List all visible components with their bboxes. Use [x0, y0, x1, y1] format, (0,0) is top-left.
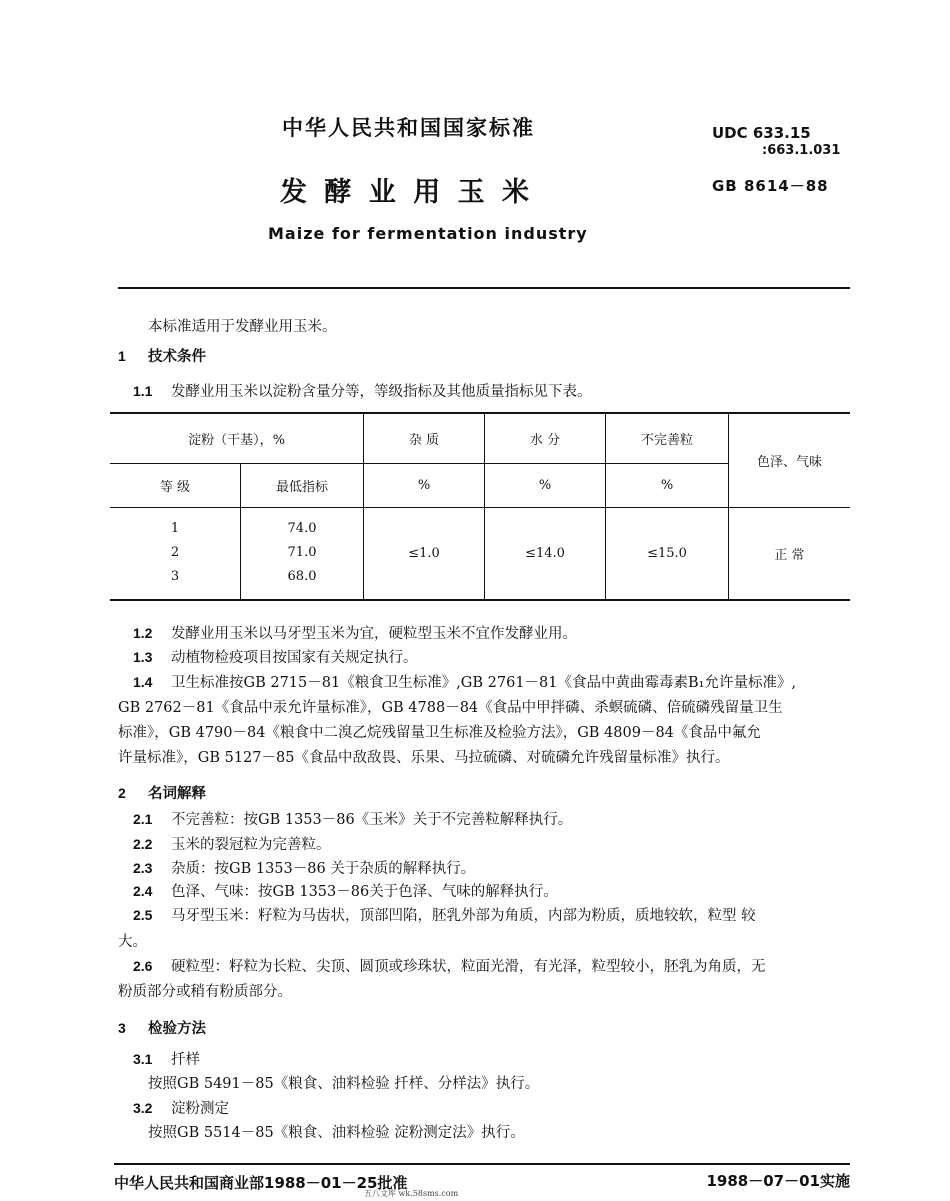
clause-text: 标准》，GB 4790－84《粮食中二溴乙烷残留量卫生标准及检验方法》，GB 4809－84《食品中氟允 — [118, 725, 761, 741]
clause-text: 发酵业用玉米以淀粉含量分等，等级指标及其他质量指标见下表。 — [171, 384, 592, 400]
clause-num: 2.4 — [133, 883, 153, 899]
section-num: 2 — [118, 785, 126, 801]
clause-num: 3.2 — [133, 1100, 153, 1116]
clause-num: 2.5 — [133, 907, 153, 923]
clause-num: 1.2 — [133, 625, 153, 641]
imperfect-value: ≤15.0 — [606, 507, 729, 600]
unit: % — [606, 463, 729, 507]
clause-text: 不完善粒：按GB 1353－86《玉米》关于不完善粒解释执行。 — [171, 812, 573, 828]
th-impurity: 杂 质 — [364, 413, 485, 463]
approval: 中华人民共和国商业部1988－01－25批准 — [114, 1174, 408, 1192]
watermark: 五八文库 wk.58sms.com — [364, 1189, 459, 1198]
section-num: 1 — [118, 348, 126, 364]
th-color-odor: 色泽、气味 — [729, 413, 851, 507]
clause-num: 2.2 — [133, 836, 153, 852]
clause-num: 2.3 — [133, 860, 153, 876]
grade: 3 — [170, 569, 180, 585]
clause-num: 2.1 — [133, 811, 153, 827]
clause-title: 淀粉测定 — [171, 1101, 229, 1117]
quality-table — [110, 412, 850, 601]
grade: 1 — [170, 521, 180, 537]
effective-date: 1988－07－01实施 — [706, 1172, 850, 1190]
clause-text: 按照GB 5514－85《粮食、油料检验 淀粉测定法》执行。 — [148, 1125, 525, 1141]
clause-text: 马牙型玉米：籽粒为马齿状，顶部凹陷，胚乳外部为角质，内部为粉质，质地较软，粒型 较 — [171, 908, 756, 924]
min-value: 71.0 — [287, 545, 317, 561]
udc-1: UDC 633.15 — [712, 124, 811, 142]
grade: 2 — [170, 545, 180, 561]
moisture-value: ≤14.0 — [485, 507, 606, 600]
clause-num: 3.1 — [133, 1051, 153, 1067]
th-min: 最低指标 — [241, 463, 364, 507]
clause-text: 色泽、气味：按GB 1353－86关于色泽、气味的解释执行。 — [171, 884, 558, 900]
clause-text: 许量标准》，GB 5127－85《食品中敌敌畏、乐果、马拉硫磷、对硫磷允许残留量标准》执行。 — [118, 750, 730, 766]
th-moisture: 水 分 — [485, 413, 606, 463]
clause-text: 动植物检疫项目按国家有关规定执行。 — [171, 650, 418, 666]
section-num: 3 — [118, 1020, 126, 1036]
clause-num: 2.6 — [133, 958, 153, 974]
clause-text: GB 2762－81《食品中汞允许量标准》，GB 4788－84《食品中甲拌磷、杀螟硫磷、倍硫磷残留量卫生 — [118, 700, 783, 716]
clause-text: 硬粒型：籽粒为长粒、尖顶、圆顶或珍珠状，粒面光滑，有光泽，粒型较小，胚乳为角质，无 — [171, 959, 766, 975]
title-en: Maize for fermentation industry — [268, 224, 588, 243]
section-title: 检验方法 — [148, 1021, 206, 1037]
standard-code: GB 8614－88 — [712, 177, 829, 195]
footer-rule — [114, 1163, 850, 1165]
intro: 本标准适用于发酵业用玉米。 — [148, 319, 337, 335]
clause-num: 1.1 — [133, 383, 153, 399]
color-value: 正 常 — [729, 507, 851, 600]
min-value: 68.0 — [287, 569, 317, 585]
country-standard: 中华人民共和国国家标准 — [282, 116, 535, 140]
clause-num: 1.4 — [133, 674, 153, 690]
th-grade: 等 级 — [110, 463, 241, 507]
clause-title: 扦样 — [171, 1052, 200, 1068]
section-title: 技术条件 — [148, 349, 206, 365]
clause-text: 粉质部分或稍有粉质部分。 — [118, 984, 292, 1000]
impurity-value: ≤1.0 — [364, 507, 485, 600]
unit: % — [485, 463, 606, 507]
clause-text: 发酵业用玉米以马牙型玉米为宜，硬粒型玉米不宜作发酵业用。 — [171, 626, 577, 642]
udc-2: :663.1.031 — [762, 143, 841, 158]
th-imperfect: 不完善粒 — [606, 413, 729, 463]
min-value: 74.0 — [287, 521, 317, 537]
unit: % — [364, 463, 485, 507]
clause-num: 1.3 — [133, 649, 153, 665]
clause-text: 卫生标准按GB 2715－81《粮食卫生标准》,GB 2761－81《食品中黄曲霉毒素B₁允许量标准》, — [171, 675, 797, 691]
clause-text: 杂质：按GB 1353－86 关于杂质的解释执行。 — [171, 861, 476, 877]
clause-text: 按照GB 5491－85《粮食、油料检验 扦样、分样法》执行。 — [148, 1076, 540, 1092]
section-title: 名词解释 — [148, 786, 206, 802]
title-cn: 发 酵 业 用 玉 米 — [280, 177, 533, 208]
th-starch: 淀粉（干基），% — [110, 413, 364, 463]
clause-text: 大。 — [118, 934, 147, 950]
header-rule — [118, 287, 850, 289]
clause-text: 玉米的裂冠粒为完善粒。 — [171, 837, 331, 853]
